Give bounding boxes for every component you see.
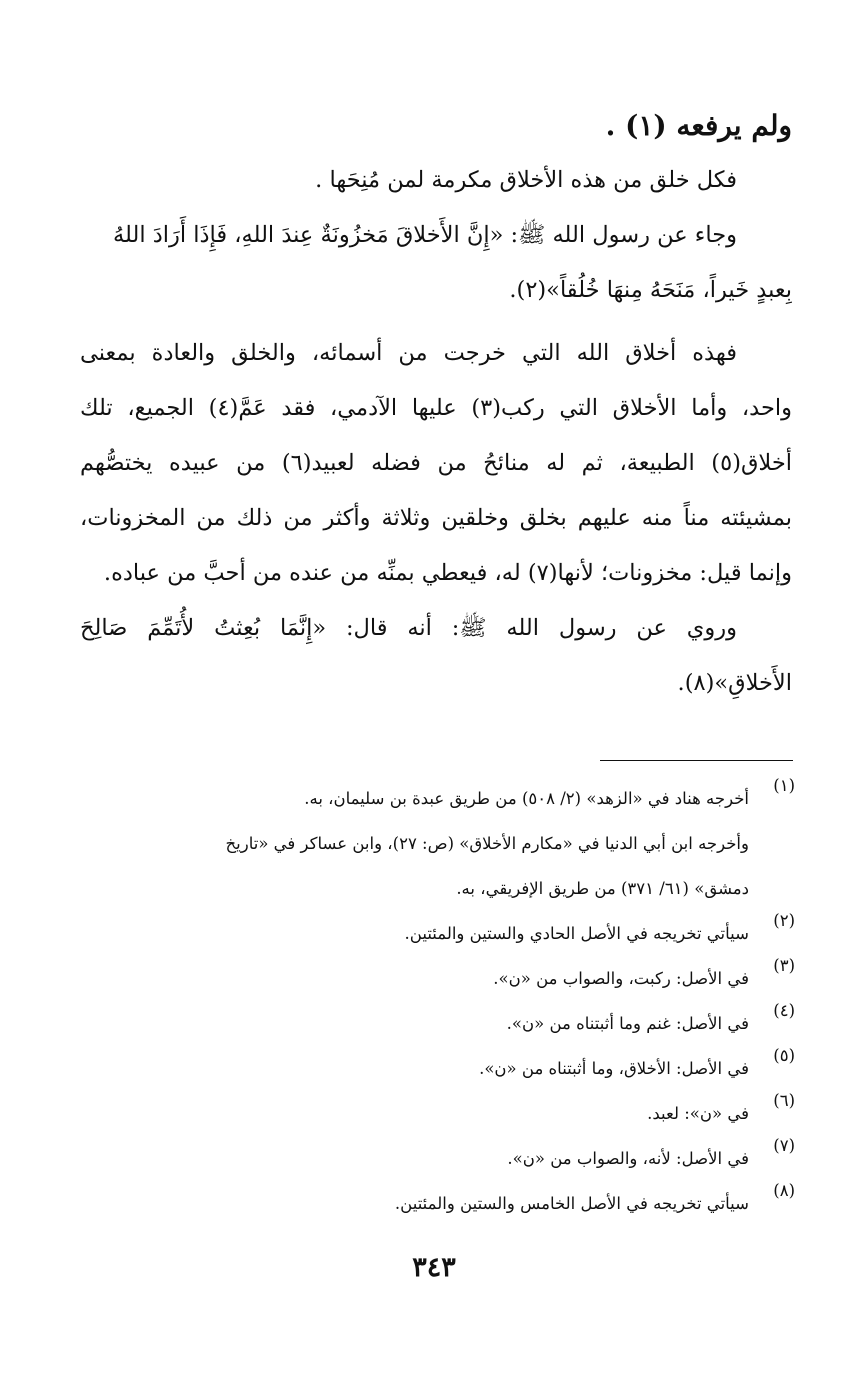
footnote-number: (٣) — [773, 956, 795, 975]
footnote — [80, 1136, 795, 1181]
footnote — [80, 1001, 795, 1046]
footnote-number: (٥) — [773, 1046, 795, 1065]
text-line: واحد، وأما الأخلاق التي ركب(٣) عليها الآدمي، فقد عَمَّ(٤) الجميع، تلك — [80, 395, 792, 421]
footnote-text: سيأتي تخريجه في الأصل الخامس والستين والمئتين. — [394, 1194, 749, 1213]
footnote — [80, 1046, 795, 1091]
text-line: وإنما قيل: مخزونات؛ لأنها(٧) له، فيعطي بمنِّه من عنده من أحبَّ من عباده. — [103, 560, 792, 586]
text-line: بمشيئته مناً منه عليهم بخلق وخلقين وثلاثة وأكثر من ذلك من المخزونات، — [80, 505, 792, 531]
footnote-text: أخرجه هناد في «الزهد» (٢/ ٥٠٨) من طريق عبدة بن سليمان، به. — [304, 789, 749, 808]
footnote-text: في الأصل: الأخلاق، وما أثبتناه من «ن». — [479, 1059, 749, 1078]
text-line: وجاء عن رسول الله ﷺ: «إِنَّ الأَخلاقَ مَخزُونَةٌ عِندَ اللهِ، فَإِذَا أَرَادَ اللهُ — [112, 222, 737, 248]
text-line: ولم يرفعه (١) . — [605, 109, 792, 142]
text-line: بِعبدٍ خَيراً، مَنَحَهُ مِنهَا خُلُقاً»(٢). — [509, 277, 792, 303]
footnote-number: (٤) — [773, 1001, 795, 1020]
footnote — [80, 1181, 795, 1226]
footnote-text: في «ن»: لعبد. — [647, 1104, 749, 1123]
text-line: وروي عن رسول الله ﷺ: أنه قال: «إِنَّمَا بُعِثتُ لأُتَمِّمَ صَالِحَ — [80, 615, 737, 641]
footnote-text: سيأتي تخريجه في الأصل الحادي والستين والمئتين. — [404, 924, 749, 943]
footnote-number: (٦) — [773, 1091, 795, 1110]
footnote-text: في الأصل: لأنه، والصواب من «ن». — [507, 1149, 749, 1168]
footnote-number: (٨) — [773, 1181, 795, 1200]
footnote — [80, 776, 795, 821]
page-number: ٣٤٣ — [412, 1252, 456, 1283]
footnote-text: في الأصل: غنم وما أثبتناه من «ن». — [506, 1014, 749, 1033]
footnote-number: (١) — [773, 776, 795, 795]
footnote-number: (٧) — [773, 1136, 795, 1155]
footnotes — [80, 776, 795, 1226]
main-text — [80, 98, 792, 711]
footnote — [80, 911, 795, 956]
footnote — [80, 1091, 795, 1136]
text-line: أخلاق(٥) الطبيعة، ثم له منائحُ من فضله لعبيد(٦) من عبيده يختصُّهم — [80, 450, 792, 476]
text-line: الأَخلاقِ»(٨). — [677, 670, 792, 696]
footnote-number: (٢) — [773, 911, 795, 930]
footnote-text: في الأصل: ركبت، والصواب من «ن». — [493, 969, 749, 988]
footnote-continuation — [80, 821, 795, 911]
footnote-text: وأخرجه ابن أبي الدنيا في «مكارم الأخلاق» (ص: ٢٧)، وابن عساكر في «تاريخ — [225, 834, 749, 853]
footnote-divider — [600, 760, 793, 761]
text-line: فهذه أخلاق الله التي خرجت من أسمائه، والخلق والعادة بمعنى — [80, 340, 737, 366]
footnote-text: دمشق» (٦١/ ٣٧١) من طريق الإفريقي، به. — [456, 879, 749, 898]
footnote — [80, 956, 795, 1001]
text-line: فكل خلق من هذه الأخلاق مكرمة لمن مُنِحَها . — [315, 167, 737, 193]
